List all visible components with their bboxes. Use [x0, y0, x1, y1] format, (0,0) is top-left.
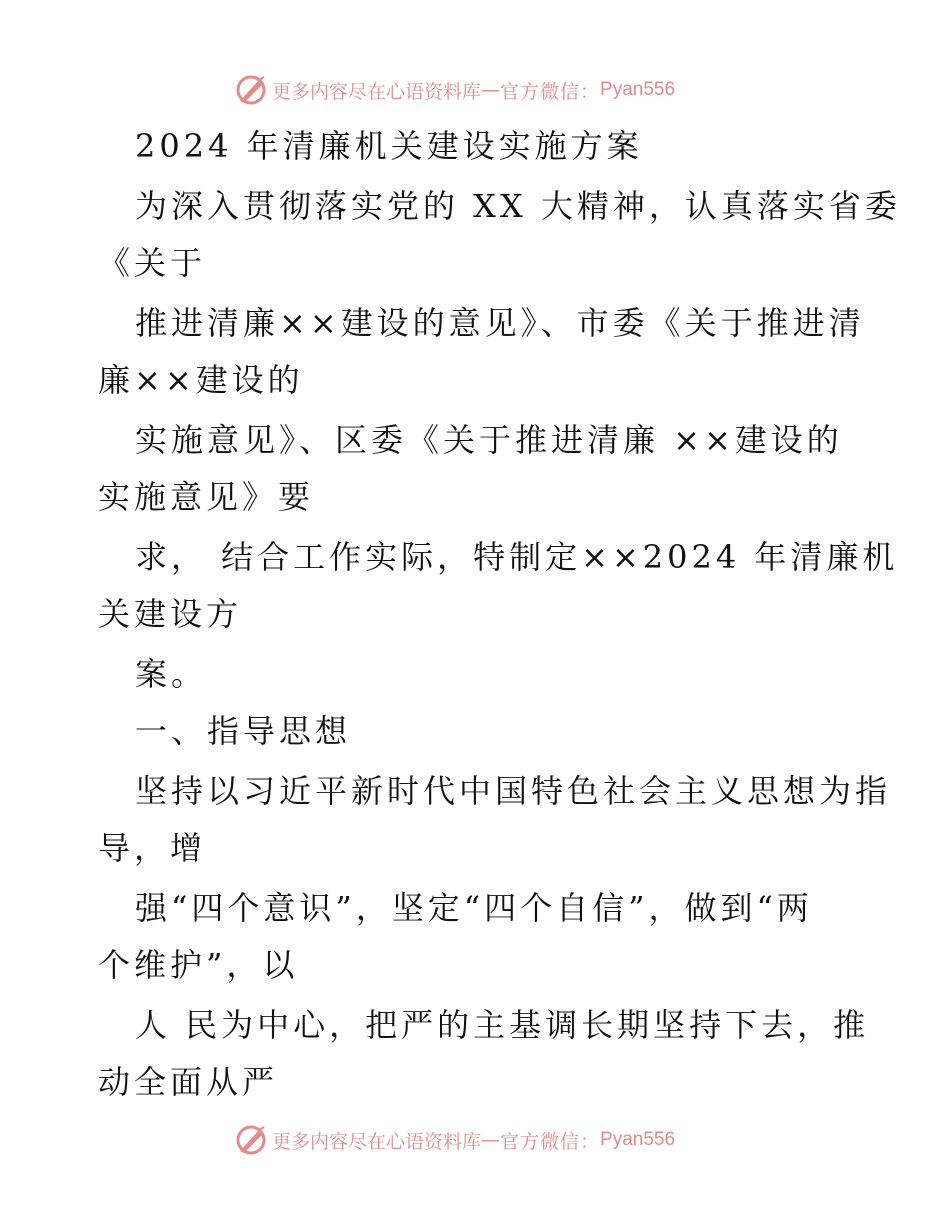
watermark-separator: —: [481, 79, 501, 101]
watermark-brand: 更多内容尽在心语资料库: [272, 1130, 482, 1153]
header-watermark: [234, 71, 675, 109]
paragraph-line: 案。: [135, 655, 208, 693]
paragraph-line: 坚持以习近平新时代中国特色社会主义思想为指: [135, 772, 892, 810]
paragraph-line: 《关于: [98, 244, 207, 282]
quill-pen-logo-icon: [234, 73, 268, 107]
paragraph-line: 强“四个意识”，坚定“四个自信”，做到“两: [135, 889, 813, 927]
section-heading: 一、指导思想: [135, 712, 352, 750]
watermark-separator: —: [481, 1129, 501, 1151]
paragraph-line: 导，增: [98, 829, 207, 867]
paragraph-line: 动全面从严: [98, 1063, 279, 1101]
paragraph-line: 个维护”，以: [98, 946, 299, 984]
paragraph-line: 实施意见》、区委《关于推进清廉 ××建设的: [135, 421, 843, 459]
watermark-brand: 更多内容尽在心语资料库: [272, 80, 482, 103]
document-title: 2024 年清廉机关建设实施方案: [135, 127, 643, 165]
watermark-wechat-id: Pyan556: [600, 79, 676, 100]
paragraph-line: 关建设方: [98, 595, 243, 633]
paragraph-line: 廉××建设的: [98, 361, 304, 399]
paragraph-line: 推进清廉××建设的意见》、市委《关于推进清: [135, 304, 865, 342]
quill-pen-logo-icon: [234, 1123, 268, 1157]
watermark-wechat-label: 官方微信：: [500, 80, 601, 103]
paragraph-line: 为深入贯彻落实党的 XX 大精神，认真落实省委: [135, 187, 901, 225]
paragraph-line: 求， 结合工作实际，特制定××2024 年清廉机: [135, 538, 899, 576]
footer-watermark: [234, 1121, 675, 1159]
paragraph-line: 实施意见》要: [98, 478, 315, 516]
paragraph-line: 人 民为中心，把严的主基调长期坚持下去，推: [135, 1006, 870, 1044]
watermark-wechat-label: 官方微信：: [500, 1130, 601, 1153]
watermark-wechat-id: Pyan556: [600, 1129, 676, 1150]
